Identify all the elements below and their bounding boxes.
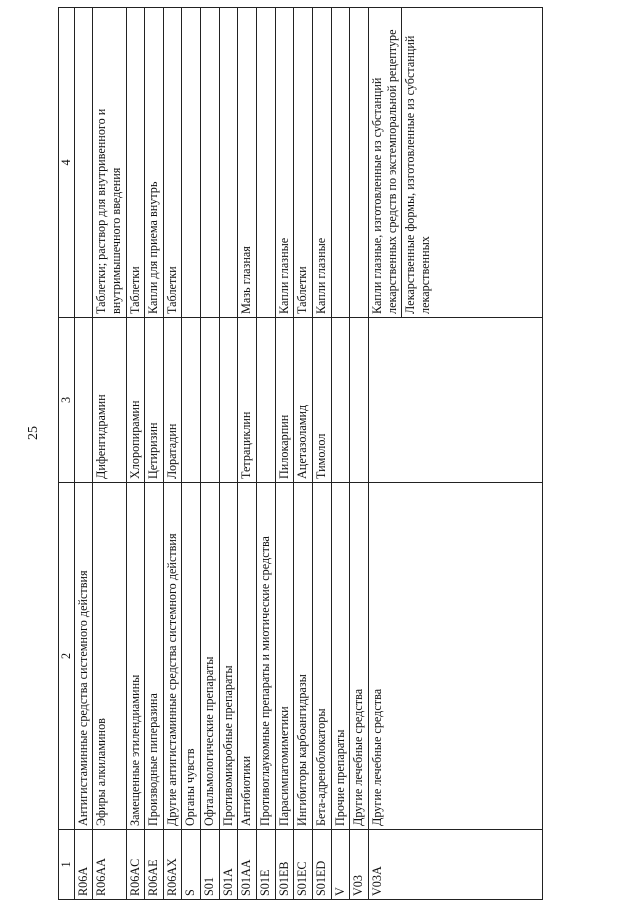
dosage-form-cell: Капли глазные — [312, 8, 331, 318]
header-row — [59, 8, 75, 900]
group-name-cell: Эфиры алкиламинов — [93, 483, 126, 830]
table-row — [238, 8, 257, 900]
column-header-1: 1 — [59, 830, 75, 900]
table-row — [312, 8, 331, 900]
group-name-cell: Парасимпатомиметики — [275, 483, 294, 830]
atc-code-cell: S — [182, 830, 201, 900]
substance-cell: Ацетазоламид — [294, 318, 313, 483]
group-name-cell: Другие лечебные средства — [368, 483, 542, 830]
group-name-cell: Органы чувств — [182, 483, 201, 830]
table-row — [182, 8, 201, 900]
dosage-form-cell: Капли глазные — [275, 8, 294, 318]
table-row — [126, 8, 145, 900]
group-name-cell: Офтальмологические препараты — [201, 483, 220, 830]
dosage-form-cell — [350, 8, 369, 318]
substance-cell: Пилокарпин — [275, 318, 294, 483]
dosage-form-cell: Таблетки — [126, 8, 145, 318]
group-name-cell: Бета-адреноблокаторы — [312, 483, 331, 830]
substance-cell: Хлоропирамин — [126, 318, 145, 483]
dosage-form-text-1: Капли глазные, изготовленные из субстанций лекарственных средств по экстемпоральной рецептуре — [369, 8, 402, 317]
substance-cell — [182, 318, 201, 483]
atc-code-cell: S01EC — [294, 830, 313, 900]
atc-code-cell: V03 — [350, 830, 369, 900]
table-row — [275, 8, 294, 900]
table-row — [145, 8, 164, 900]
table-row — [201, 8, 220, 900]
atc-drug-table — [58, 7, 543, 900]
table-row — [219, 8, 238, 900]
column-header-2: 2 — [59, 483, 75, 830]
substance-cell — [74, 318, 93, 483]
column-header-3: 3 — [59, 318, 75, 483]
dosage-form-cell: Таблетки — [294, 8, 313, 318]
substance-cell: Лоратадин — [163, 318, 182, 483]
table-row — [257, 8, 276, 900]
group-name-cell: Другие лечебные средства — [350, 483, 369, 830]
dosage-form-cell — [74, 8, 93, 318]
atc-code-cell: V03A — [368, 830, 542, 900]
dosage-form-cell — [219, 8, 238, 318]
dosage-form-cell — [368, 8, 542, 318]
atc-code-cell: S01AA — [238, 830, 257, 900]
substance-cell: Тетрациклин — [238, 318, 257, 483]
group-name-cell: Замещенные этилендиамины — [126, 483, 145, 830]
page-number: 25 — [26, 426, 41, 440]
atc-code-cell: S01EB — [275, 830, 294, 900]
dosage-form-cell — [257, 8, 276, 318]
table-container — [58, 8, 543, 900]
group-name-cell: Производные пиперазина — [145, 483, 164, 830]
group-name-cell: Антигистаминные средства системного действия — [74, 483, 93, 830]
dosage-form-cell — [201, 8, 220, 318]
substance-cell: Тимолол — [312, 318, 331, 483]
table-body — [74, 8, 542, 900]
table-row — [93, 8, 126, 900]
dosage-form-cell — [182, 8, 201, 318]
substance-cell — [331, 318, 350, 483]
group-name-cell: Ингибиторы карбоангидразы — [294, 483, 313, 830]
atc-code-cell: R06A — [74, 830, 93, 900]
table-row-last — [368, 8, 542, 900]
dosage-form-cell: Капли для приема внутрь — [145, 8, 164, 318]
table-row — [163, 8, 182, 900]
dosage-form-text-2: Лекарственные формы, изготовленные из субстанций лекарственных — [403, 35, 432, 314]
atc-code-cell: S01 — [201, 830, 220, 900]
atc-code-cell: R06AX — [163, 830, 182, 900]
table-row — [350, 8, 369, 900]
substance-cell: Цетиризин — [145, 318, 164, 483]
group-name-cell: Антибиотики — [238, 483, 257, 830]
dosage-form-cell: Таблетки; раствор для внутривенного и внутримышечного введения — [93, 8, 126, 318]
dosage-form-cell: Мазь глазная — [238, 8, 257, 318]
group-name-cell: Прочие препараты — [331, 483, 350, 830]
table-row — [74, 8, 93, 900]
atc-code-cell: S01A — [219, 830, 238, 900]
substance-cell — [368, 318, 542, 483]
atc-code-cell: R06AA — [93, 830, 126, 900]
substance-cell — [350, 318, 369, 483]
table-row — [331, 8, 350, 900]
substance-cell: Дифенгидрамин — [93, 318, 126, 483]
substance-cell — [257, 318, 276, 483]
dosage-form-cell — [331, 8, 350, 318]
atc-code-cell: V — [331, 830, 350, 900]
atc-code-cell: R06AC — [126, 830, 145, 900]
group-name-cell: Противоглаукомные препараты и миотические средства — [257, 483, 276, 830]
substance-cell — [219, 318, 238, 483]
atc-code-cell: S01ED — [312, 830, 331, 900]
table-row — [294, 8, 313, 900]
dosage-form-cell: Таблетки — [163, 8, 182, 318]
substance-cell — [201, 318, 220, 483]
atc-code-cell: S01E — [257, 830, 276, 900]
group-name-cell: Другие антигистаминные средства системного действия — [163, 483, 182, 830]
column-header-4: 4 — [59, 8, 75, 318]
atc-code-cell: R06AE — [145, 830, 164, 900]
group-name-cell: Противомикробные препараты — [219, 483, 238, 830]
